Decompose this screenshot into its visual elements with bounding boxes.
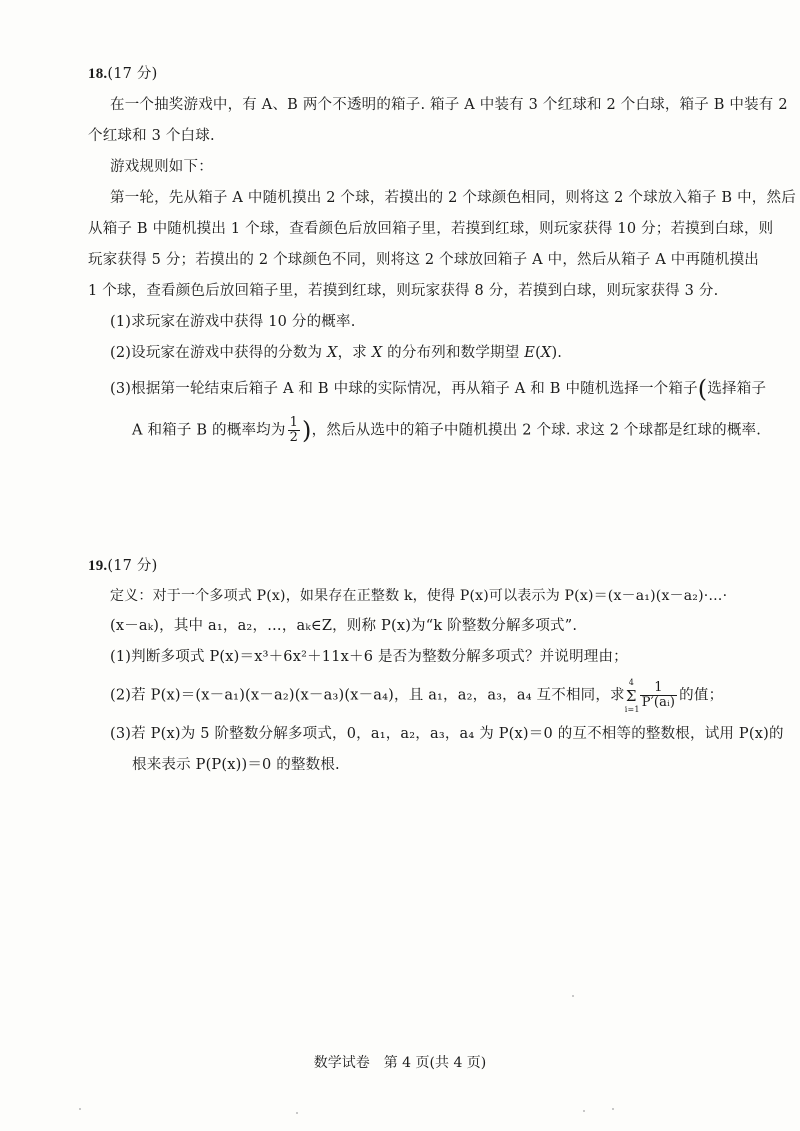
q19-part-2-text-a: (2)若 P(x)＝(x－a₁)(x－a₂)(x－a₃)(x－a₄)，且 a₁，a₂，a₃，a₄ 互不相同，求: [110, 687, 625, 704]
q18-part-2-var-x-2: X: [371, 345, 383, 361]
q18-intro-line-2: 个红球和 3 个白球.: [88, 128, 215, 144]
q18-part-3-line-1: [110, 375, 767, 403]
q19-fraction-denominator: P′(aᵢ): [641, 695, 676, 710]
q18-part-3-text-c: A 和箱子 B 的概率均为: [132, 422, 286, 439]
q18-fraction-numerator: 1: [289, 415, 299, 430]
scan-speck: [79, 1108, 81, 1110]
q19-derivative-fraction: [640, 681, 677, 710]
q18-part-2-paren-open: (: [535, 345, 541, 361]
q18-fraction-denominator: 2: [289, 430, 299, 445]
q18-part-2-text-c: 的分布列和数学期望: [382, 345, 525, 361]
q18-header: [88, 62, 157, 83]
q18-points: (17 分): [107, 66, 158, 82]
q18-part-2-var-x-3: X: [540, 345, 552, 361]
q18-part-1: (1)求玩家在游戏中获得 10 分的概率.: [110, 314, 356, 330]
scan-speck: [612, 1108, 614, 1110]
q18-part-3-big-paren-open: (: [697, 375, 708, 403]
q18-rules-title: 游戏规则如下：: [110, 159, 213, 175]
q19-part-3-line-1: (3)若 P(x)为 5 阶整数分解多项式，0，a₁，a₂，a₃，a₄ 为 P(x)＝0 的互不相等的整数根，试用 P(x)的: [110, 726, 784, 742]
q18-rule-line-4: 1 个球，查看颜色后放回箱子里，若摸到红球，则玩家获得 8 分，若摸到白球，则玩家获得 3 分.: [88, 283, 719, 299]
q18-part-2-expectation: E: [524, 345, 536, 361]
scan-speck: [296, 1112, 298, 1114]
q19-part-2-text-b: 的值；: [679, 687, 724, 704]
q19-fraction-numerator: 1: [640, 681, 677, 696]
q18-rule-line-2: 从箱子 B 中随机摸出 1 个球，查看颜色后放回箱子里，若摸到红球，则玩家获得 10 分；若摸到白球，则: [88, 221, 774, 237]
q18-rule-line-1: 第一轮，先从箱子 A 中随机摸出 2 个球，若摸出的 2 个球颜色相同，则将这 2 个球放入箱子 B 中，然后: [110, 190, 796, 206]
q18-part-3-big-paren-close: ): [302, 416, 312, 445]
q19-sigma-symbol: Σ: [625, 686, 637, 705]
q18-part-3-line-2: [132, 416, 761, 445]
q18-intro-line-1: 在一个抽奖游戏中，有 A、B 两个不透明的箱子. 箱子 A 中装有 3 个红球和 2 个白球，箱子 B 中装有 2: [110, 97, 788, 113]
scan-speck: [572, 995, 574, 997]
page-footer: 数学试卷 第 4 页(共 4 页): [313, 1055, 487, 1071]
q18-part-2-text-a: (2)设玩家在游戏中获得的分数为: [110, 345, 328, 361]
q19-header: [88, 554, 157, 575]
q19-part-2: [110, 677, 724, 714]
q18-part-2: [110, 341, 562, 362]
q18-part-3-text-d: ，然后从选中的箱子中随机摸出 2 个球. 求这 2 个球都是红球的概率.: [311, 422, 762, 439]
q18-part-3-text-a: (3)根据第一轮结束后箱子 A 和 B 中球的实际情况，再从箱子 A 和 B 中随机选择一个箱子: [110, 381, 698, 397]
q19-summation: [624, 677, 640, 714]
q18-part-3-text-b: 选择箱子: [707, 381, 767, 397]
q18-part-2-var-x: X: [327, 345, 338, 361]
q19-number: 19.: [88, 558, 108, 574]
q18-part-2-text-b: ，求: [337, 345, 372, 361]
q19-points: (17 分): [107, 558, 158, 574]
q18-rule-line-3: 玩家获得 5 分；若摸出的 2 个球颜色不同，则将这 2 个球放回箱子 A 中，然后从箱子 A 中再随机摸出: [88, 252, 760, 268]
q18-number: 18.: [88, 66, 108, 82]
q18-half-fraction: [288, 416, 300, 445]
q18-part-2-paren-close: ).: [551, 345, 563, 361]
q19-sigma-lower: i=1: [624, 704, 640, 714]
q19-sigma-upper: 4: [628, 677, 635, 687]
q19-definition-line-1: 定义：对于一个多项式 P(x)，如果存在正整数 k，使得 P(x)可以表示为 P(x)＝(x－a₁)(x－a₂)·…·: [110, 588, 728, 604]
q19-part-3-line-2: 根来表示 P(P(x))＝0 的整数根.: [132, 757, 340, 773]
q19-part-1: (1)判断多项式 P(x)＝x³＋6x²＋11x＋6 是否为整数分解多项式？并说明理由；: [110, 649, 628, 665]
q19-definition-line-2: (x－aₖ)，其中 a₁，a₂，…，aₖ∈Z，则称 P(x)为“k 阶整数分解多项式”.: [110, 618, 578, 634]
scan-speck: [583, 1110, 585, 1112]
